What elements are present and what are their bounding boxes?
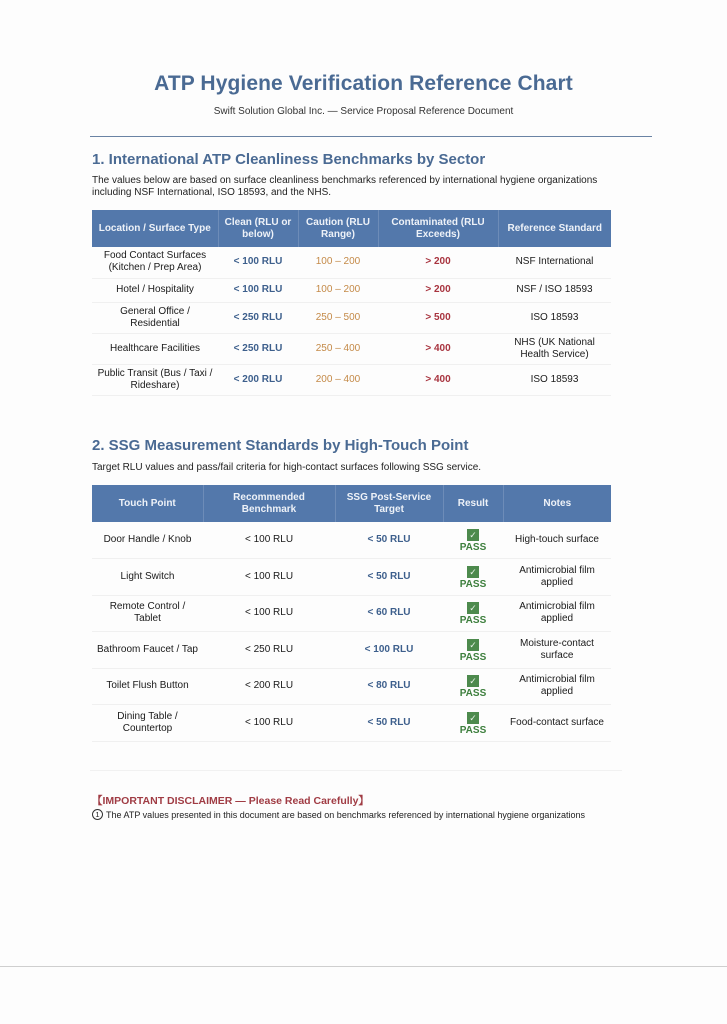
col-header-contaminated: Contaminated (RLU Exceeds) [378,210,498,247]
clean-cell: < 100 RLU [218,247,298,278]
checkbox-checked-icon: ✓ [467,712,479,724]
col-header-notes: Notes [503,485,611,522]
reference-cell: NHS (UK National Health Service) [498,333,611,364]
checkbox-checked-icon: ✓ [467,529,479,541]
reference-cell: ISO 18593 [498,364,611,395]
target-cell: < 50 RLU [335,522,443,559]
contaminated-cell: > 400 [378,333,498,364]
reference-cell: ISO 18593 [498,302,611,333]
table-row [92,595,611,632]
col-header-target: SSG Post-Service Target [335,485,443,522]
benchmark-cell: < 100 RLU [203,522,335,559]
pass-badge: PASS [459,724,487,736]
caution-cell: 250 – 500 [298,302,378,333]
contaminated-cell: > 400 [378,364,498,395]
checkbox-checked-icon: ✓ [467,602,479,614]
reference-cell: NSF / ISO 18593 [498,278,611,302]
table-header-row [92,485,611,522]
target-cell: < 60 RLU [335,595,443,632]
notes-cell: Antimicrobial film applied [503,668,611,705]
table-row [92,668,611,705]
contaminated-cell: > 200 [378,247,498,278]
pass-badge: PASS [459,688,487,700]
disclaimer-title: 【IMPORTANT DISCLAIMER — Please Read Carefully】 [92,795,369,807]
table-row [92,247,611,278]
pass-badge: PASS [459,578,487,590]
touch-point-cell: Dining Table / Countertop [92,705,203,742]
caution-cell: 250 – 400 [298,333,378,364]
section1-heading: 1. International ATP Cleanliness Benchmarks by Sector [92,151,486,168]
touch-point-cell: Door Handle / Knob [92,522,203,559]
benchmark-cell: < 100 RLU [203,595,335,632]
table-row [92,632,611,669]
result-cell [443,668,503,705]
header-divider [90,136,652,137]
table-row [92,364,611,395]
notes-cell: Moisture-contact surface [503,632,611,669]
table-row [92,333,611,364]
target-cell: < 80 RLU [335,668,443,705]
caution-cell: 100 – 200 [298,247,378,278]
benchmark-cell: < 100 RLU [203,705,335,742]
page-bottom-edge [0,966,727,967]
notes-cell: Food-contact surface [503,705,611,742]
clean-cell: < 250 RLU [218,333,298,364]
section1-description: The values below are based on surface cleanliness benchmarks referenced by international hygiene organizations including NSF International, ISO 18593, and the NHS. [92,175,598,198]
location-cell: Hotel / Hospitality [92,278,218,302]
checkbox-checked-icon: ✓ [467,639,479,651]
page-subtitle: Swift Solution Global Inc. — Service Proposal Reference Document [213,106,514,117]
location-cell: Healthcare Facilities [92,333,218,364]
table-row [92,302,611,333]
circled-number-icon: 1 [92,809,103,820]
pass-badge: PASS [459,615,487,627]
result-cell [443,522,503,559]
disclaimer-item [92,809,585,820]
touch-point-cell: Remote Control / Tablet [92,595,203,632]
benchmark-cell: < 250 RLU [203,632,335,669]
pass-badge: PASS [459,542,487,553]
sector-benchmarks-table [92,210,611,396]
touch-point-cell: Bathroom Faucet / Tap [92,632,203,669]
clean-cell: < 250 RLU [218,302,298,333]
touch-point-standards-table [92,485,611,742]
checkbox-checked-icon: ✓ [467,566,479,578]
col-header-reference: Reference Standard [498,210,611,247]
section2-heading: 2. SSG Measurement Standards by High-Touch Point [92,437,469,454]
result-cell [443,705,503,742]
col-header-caution: Caution (RLU Range) [298,210,378,247]
touch-point-cell: Light Switch [92,559,203,596]
col-header-touch-point: Touch Point [92,485,203,522]
notes-cell: Antimicrobial film applied [503,559,611,596]
target-cell: < 100 RLU [335,632,443,669]
result-cell [443,559,503,596]
disclaimer-text: The ATP values presented in this document are based on benchmarks referenced by international hygiene organizations [106,809,585,820]
section2-description: Target RLU values and pass/fail criteria for high-contact surfaces following SSG service. [92,462,482,473]
benchmark-cell: < 100 RLU [203,559,335,596]
contaminated-cell: > 500 [378,302,498,333]
col-header-result: Result [443,485,503,522]
checkbox-checked-icon: ✓ [467,675,479,687]
touch-point-cell: Toilet Flush Button [92,668,203,705]
location-cell: Public Transit (Bus / Taxi / Rideshare) [92,364,218,395]
location-cell: General Office / Residential [92,302,218,333]
col-header-location: Location / Surface Type [92,210,218,247]
result-cell [443,632,503,669]
notes-cell: Antimicrobial film applied [503,595,611,632]
clean-cell: < 200 RLU [218,364,298,395]
reference-cell: NSF International [498,247,611,278]
location-cell: Food Contact Surfaces (Kitchen / Prep Area) [92,247,218,278]
table-row [92,278,611,302]
notes-cell: High-touch surface [503,522,611,559]
clean-cell: < 100 RLU [218,278,298,302]
table-header-row [92,210,611,247]
section-divider [90,770,622,771]
page-title: ATP Hygiene Verification Reference Chart [154,72,573,95]
result-cell [443,595,503,632]
pass-badge: PASS [459,651,487,663]
target-cell: < 50 RLU [335,559,443,596]
table-row [92,522,611,559]
table-row [92,559,611,596]
contaminated-cell: > 200 [378,278,498,302]
caution-cell: 200 – 400 [298,364,378,395]
table-row [92,705,611,742]
col-header-benchmark: Recommended Benchmark [203,485,335,522]
col-header-clean: Clean (RLU or below) [218,210,298,247]
caution-cell: 100 – 200 [298,278,378,302]
benchmark-cell: < 200 RLU [203,668,335,705]
target-cell: < 50 RLU [335,705,443,742]
